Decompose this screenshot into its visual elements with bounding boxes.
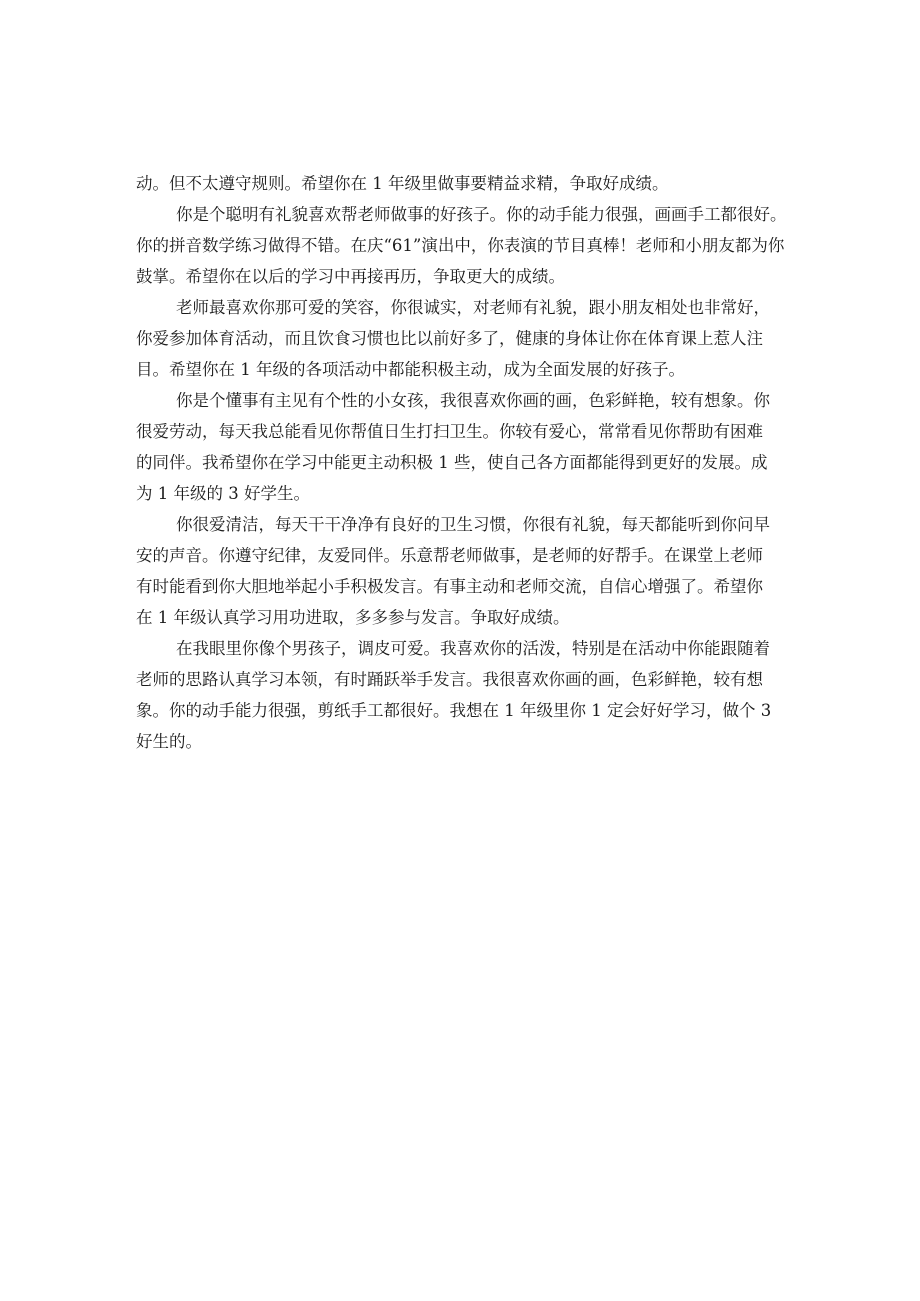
- text-line: 象。你的动手能力很强，剪纸手工都很好。我想在 1 年级里你 1 定会好好学习，做个 3: [136, 701, 772, 720]
- paragraph-6: [136, 633, 796, 757]
- text-line: 在 1 年级认真学习用功进取，多多参与发言。争取好成绩。: [136, 608, 570, 627]
- paragraph-3: [136, 292, 796, 385]
- text-line: 有时能看到你大胆地举起小手积极发言。有事主动和老师交流，自信心增强了。希望你: [136, 577, 763, 596]
- paragraph-5: [136, 509, 796, 633]
- text-line: 你是个懂事有主见有个性的小女孩，我很喜欢你画的画，色彩鲜艳，较有想象。你: [176, 391, 770, 410]
- paragraph-1: [136, 168, 796, 199]
- text-line: 你爱参加体育活动，而且饮食习惯也比以前好多了，健康的身体让你在体育课上惹人注: [136, 329, 763, 348]
- paragraph-4: [136, 385, 796, 509]
- text-line: 好生的。: [136, 732, 202, 751]
- text-line: 你是个聪明有礼貌喜欢帮老师做事的好孩子。你的动手能力很强，画画手工都很好。: [176, 205, 787, 224]
- text-line: 的同伴。我希望你在学习中能更主动积极 1 些，使自己各方面都能得到更好的发展。成: [136, 453, 768, 472]
- text-line: 安的声音。你遵守纪律，友爱同伴。乐意帮老师做事，是老师的好帮手。在课堂上老师: [136, 546, 763, 565]
- text-line: 目。希望你在 1 年级的各项活动中都能积极主动，成为全面发展的好孩子。: [136, 360, 685, 379]
- text-line: 你的拼音数学练习做得不错。在庆“61”演出中，你表演的节目真棒！老师和小朋友都为你: [136, 236, 785, 255]
- text-line: 为 1 年级的 3 好学生。: [136, 484, 310, 503]
- text-line: 很爱劳动，每天我总能看见你帮值日生打扫卫生。你较有爱心，常常看见你帮助有困难: [136, 422, 763, 441]
- text-line: 在我眼里你像个男孩子，调皮可爱。我喜欢你的活泼，特别是在活动中你能跟随着: [176, 639, 770, 658]
- text-line: 老师最喜欢你那可爱的笑容，你很诚实，对老师有礼貌，跟小朋友相处也非常好，: [176, 298, 770, 317]
- text-line: 动。但不太遵守规则。希望你在 1 年级里做事要精益求精，争取好成绩。: [136, 174, 669, 193]
- document-body: [136, 168, 796, 757]
- paragraph-2: [136, 199, 796, 292]
- text-line: 鼓掌。希望你在以后的学习中再接再历，争取更大的成绩。: [136, 267, 565, 286]
- text-line: 你很爱清洁，每天干干净净有良好的卫生习惯，你很有礼貌，每天都能听到你问早: [176, 515, 770, 534]
- text-line: 老师的思路认真学习本领，有时踊跃举手发言。我很喜欢你画的画，色彩鲜艳，较有想: [136, 670, 763, 689]
